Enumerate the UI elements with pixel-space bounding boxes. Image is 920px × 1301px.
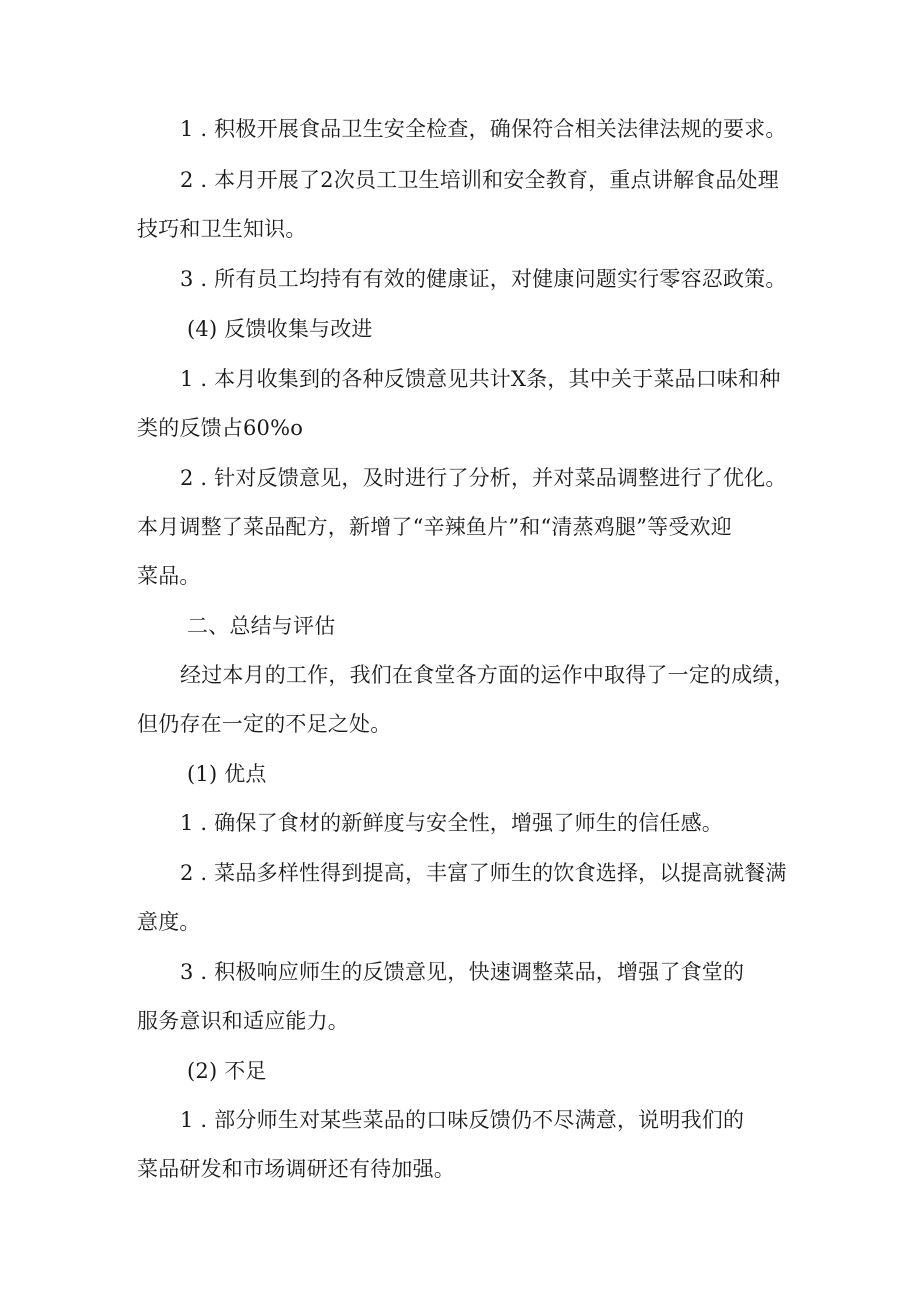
paragraph-line: 技巧和卫生知识。 bbox=[137, 217, 307, 241]
section-heading: (1) 优点 bbox=[187, 762, 267, 786]
paragraph-line: 但仍存在一定的不足之处。 bbox=[137, 712, 392, 736]
paragraph-line: 2 . 本月开展了2次员工卫生培训和安全教育，重点讲解食品处理 bbox=[180, 168, 779, 192]
section-heading: 二、总结与评估 bbox=[187, 614, 336, 638]
paragraph-line: 1 . 确保了食材的新鲜度与安全性，增强了师生的信任感。 bbox=[180, 811, 723, 835]
section-heading: (4) 反馈收集与改进 bbox=[187, 317, 373, 341]
section-heading: (2) 不足 bbox=[187, 1059, 267, 1083]
paragraph-line: 3 . 所有员工均持有有效的健康证，对健康问题实行零容忍政策。 bbox=[180, 267, 787, 291]
paragraph-line: 本月调整了菜品配方，新增了“辛辣鱼片”和“清蒸鸡腿”等受欢迎 bbox=[137, 515, 732, 539]
paragraph-line: 菜品研发和市场调研还有待加强。 bbox=[137, 1157, 455, 1181]
paragraph-line: 2 . 针对反馈意见，及时进行了分析，并对菜品调整进行了优化。 bbox=[180, 466, 787, 490]
paragraph-line: 1 . 本月收集到的各种反馈意见共计X条，其中关于菜品口味和种 bbox=[180, 367, 781, 391]
paragraph-line: 类的反馈占60%o bbox=[137, 416, 304, 440]
paragraph-line: 2 . 菜品多样性得到提高，丰富了师生的饮食选择，以提高就餐满 bbox=[180, 861, 787, 885]
paragraph-line: 1 . 积极开展食品卫生安全检查，确保符合相关法律法规的要求。 bbox=[180, 117, 787, 141]
paragraph-line: 菜品。 bbox=[137, 564, 201, 588]
paragraph-line: 服务意识和适应能力。 bbox=[137, 1009, 349, 1033]
paragraph-line: 经过本月的工作，我们在食堂各方面的运作中取得了一定的成绩， bbox=[180, 663, 795, 687]
paragraph-line: 意度。 bbox=[137, 910, 201, 934]
paragraph-line: 1 . 部分师生对某些菜品的口味反馈仍不尽满意，说明我们的 bbox=[180, 1108, 745, 1132]
paragraph-line: 3 . 积极响应师生的反馈意见，快速调整菜品，增强了食堂的 bbox=[180, 960, 745, 984]
